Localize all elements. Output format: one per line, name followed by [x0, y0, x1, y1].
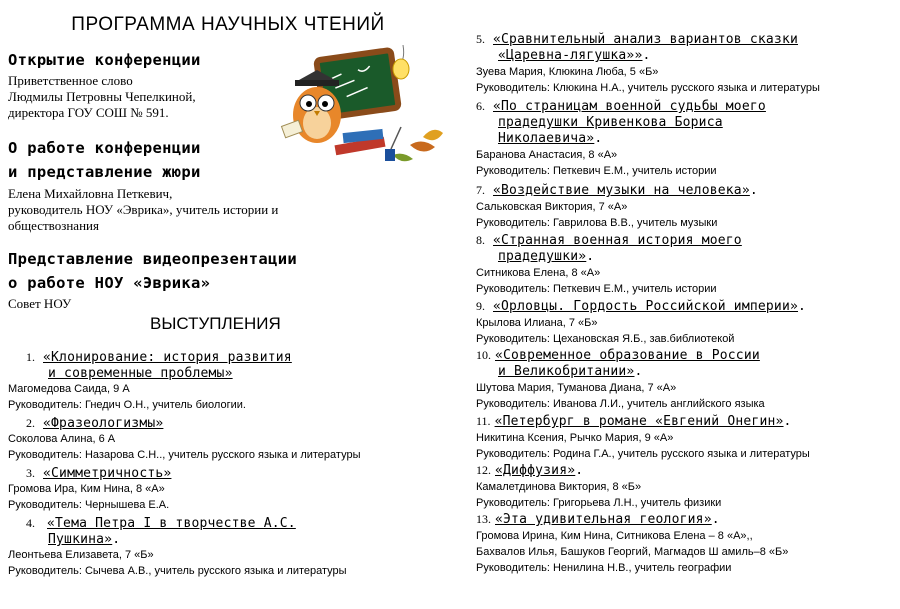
item-authors: Леонтьева Елизавета, 7 «Б»	[8, 549, 154, 561]
video-heading	[8, 247, 297, 295]
item-number: 4.	[26, 516, 35, 530]
item-title-line-1: «Странная военная история моего	[493, 233, 742, 248]
jury-heading	[8, 136, 201, 184]
opening-text	[8, 73, 196, 121]
speech-item-6: 6. «По страницам военной судьбы моего прадедушки Кривенкова Бориса Николаевича». Баранова Анастасия, 8 «А» Руководитель: Петкевич Е.М., учитель истории	[476, 97, 896, 179]
item-number: 8.	[476, 233, 485, 247]
jury-heading-line-1: О работе конференции	[8, 139, 201, 157]
item-number: 10.	[476, 348, 491, 362]
item-advisor: Руководитель: Иванова Л.И., учитель английского языка	[476, 398, 765, 410]
item-authors: Громова Ирина, Ким Нина, Ситникова Елена – 8 «А»,,	[476, 530, 753, 542]
opening-heading: Открытие конференции	[8, 51, 201, 69]
speech-item-3	[26, 464, 171, 482]
item-title-line-1: «Клонирование: история развития	[43, 350, 292, 365]
item-title-line-1: «Фразеологизмы»	[43, 416, 164, 431]
item-advisor: Руководитель: Гаврилова В.В., учитель музыки	[476, 217, 718, 229]
page-title: ПРОГРАММА НАУЧНЫХ ЧТЕНИЙ	[71, 14, 385, 35]
speech-item-1-meta	[8, 381, 246, 413]
item-title-line-2: Пушкина»	[48, 532, 113, 547]
jury-line-3: обществознания	[8, 218, 99, 233]
opening-line-2: Людмилы Петровны Чепелкиной,	[8, 89, 196, 104]
item-title-line-2: и современные проблемы»	[48, 366, 233, 381]
item-number: 2.	[26, 416, 35, 430]
item-advisor: Руководитель: Клюкина Н.А., учитель русского языка и литературы	[476, 82, 820, 94]
speech-item-3-meta	[8, 481, 169, 513]
item-title-line-1: «Эта удивительная геология»	[495, 512, 712, 527]
item-number: 5.	[476, 32, 485, 46]
owl-teacher-clipart	[275, 45, 445, 170]
speech-item-4-meta	[8, 547, 347, 579]
item-title-line-1: «По страницам военной судьбы моего	[493, 99, 766, 114]
speech-item-1	[26, 348, 446, 382]
speech-item-8: 8. «Странная военная история моего прадедушки». Ситникова Елена, 8 «А» Руководитель: Петкевич Е.М., учитель истории	[476, 231, 896, 297]
item-advisor: Руководитель: Григорьева Л.Н., учитель физики	[476, 497, 722, 509]
item-advisor: Руководитель: Гнедич О.Н., учитель биологии.	[8, 399, 246, 411]
jury-heading-line-2: и представление жюри	[8, 163, 201, 181]
item-authors: Ситникова Елена, 8 «А»	[476, 267, 601, 279]
item-number: 6.	[476, 99, 485, 113]
video-text	[8, 296, 71, 312]
item-authors: Соколова Алина, 6 А	[8, 433, 116, 445]
item-advisor: Руководитель: Петкевич Е.М., учитель истории	[476, 283, 717, 295]
item-advisor: Руководитель: Цехановская Я.Б., зав.библиотекой	[476, 333, 735, 345]
item-title-line-1: «Диффузия»	[495, 463, 576, 478]
item-authors: Камалетдинова Виктория, 8 «Б»	[476, 481, 642, 493]
item-authors: Зуева Мария, Клюкина Люба, 5 «Б»	[476, 66, 659, 78]
speech-item-2-meta	[8, 431, 360, 463]
item-number: 11.	[476, 414, 491, 428]
item-title-line-2: прадедушки Кривенкова Бориса	[498, 115, 723, 130]
item-number: 3.	[26, 466, 35, 480]
item-advisor: Руководитель: Чернышева Е.А.	[8, 499, 170, 511]
item-number: 13.	[476, 512, 491, 526]
video-line-1: Совет НОУ	[8, 296, 72, 311]
speech-item-10: 10. «Современное образование в России и Великобритании». Шутова Мария, Туманова Диана, 7 «А» Руководитель: Иванова Л.И., учитель английского языка	[476, 346, 896, 412]
owl-teacher-icon	[275, 45, 445, 170]
item-number: 12.	[476, 463, 491, 477]
speech-item-5: 5. «Сравнительный анализ вариантов сказки «Царевна-лягушка»». Зуева Мария, Клюкина Люба, 5 «Б» Руководитель: Клюкина Н.А., учитель русского языка и литературы	[476, 30, 896, 96]
item-advisor: Руководитель: Сычева А.В., учитель русского языка и литературы	[8, 565, 347, 577]
item-authors: Магомедова Саида, 9 А	[8, 383, 130, 395]
item-title-line-1: «Петербург в романе «Евгений Онегин»	[494, 414, 784, 429]
item-title-line-2: прадедушки»	[498, 249, 587, 264]
video-heading-line-1: Представление видеопрезентации	[8, 250, 297, 268]
item-authors: Шутова Мария, Туманова Диана, 7 «А»	[476, 382, 677, 394]
item-title-line-1: «Симметричность»	[43, 466, 172, 481]
opening-line-3: директора ГОУ СОШ № 591.	[8, 105, 169, 120]
item-title-line-1: «Воздействие музыки на человека»	[493, 183, 750, 198]
item-authors: Сальковская Виктория, 7 «А»	[476, 201, 628, 213]
item-number: 9.	[476, 299, 485, 313]
item-advisor: Руководитель: Назарова С.Н.., учитель русского языка и литературы	[8, 449, 361, 461]
speech-item-13: 13. «Эта удивительная геология». Громова Ирина, Ким Нина, Ситникова Елена – 8 «А»,, Бахвалов Илья, Башуков Георгий, Магмадов Ш амиль–8 «Б» Руководитель: Ненилина Н.В., учитель географии	[476, 510, 896, 576]
item-title-line-1: «Тема Петра I в творчестве А.С.	[47, 516, 296, 531]
item-advisor: Руководитель: Ненилина Н.В., учитель географии	[476, 562, 732, 574]
item-number: 1.	[26, 350, 35, 364]
item-authors: Крылова Илиана, 7 «Б»	[476, 317, 598, 329]
item-title-line-1: «Сравнительный анализ вариантов сказки	[493, 32, 799, 47]
speech-item-12: 12. «Диффузия». Камалетдинова Виктория, 8 «Б» Руководитель: Григорьева Л.Н., учитель физики	[476, 461, 896, 511]
item-title-line-1: «Орловцы. Гордость Российской империи»	[493, 299, 799, 314]
item-authors: Громова Ира, Ким Нина, 8 «А»	[8, 483, 165, 495]
item-authors: Никитина Ксения, Рычко Мария, 9 «А»	[476, 432, 674, 444]
speech-item-4: 4. «Тема Петра I в творчестве А.С. Пушкина».	[26, 516, 296, 547]
item-authors: Баранова Анастасия, 8 «А»	[476, 149, 618, 161]
speech-item-7: 7. «Воздействие музыки на человека». Сальковская Виктория, 7 «А» Руководитель: Гаврилова В.В., учитель музыки	[476, 181, 896, 231]
speeches-title: ВЫСТУПЛЕНИЯ	[150, 314, 281, 333]
item-title-line-2: и Великобритании»	[498, 364, 635, 379]
item-advisor: Руководитель: Петкевич Е.М., учитель истории	[476, 165, 717, 177]
opening-line-1: Приветственное слово	[8, 73, 133, 88]
jury-text	[8, 186, 278, 234]
video-heading-line-2: о работе НОУ «Эврика»	[8, 274, 211, 292]
item-title-line-1: «Современное образование в России	[495, 348, 760, 363]
item-title-line-3: Николаевича»	[498, 131, 595, 146]
item-title-line-2: «Царевна-лягушка»»	[498, 48, 643, 63]
jury-line-1: Елена Михайловна Петкевич,	[8, 186, 173, 201]
item-advisor: Руководитель: Родина Г.А., учитель русского языка и литературы	[476, 448, 810, 460]
speech-item-2	[26, 414, 163, 432]
jury-line-2: руководитель НОУ «Эврика», учитель истории и	[8, 202, 279, 217]
item-number: 7.	[476, 183, 485, 197]
item-authors-2: Бахвалов Илья, Башуков Георгий, Магмадов Ш амиль–8 «Б»	[476, 546, 789, 558]
speech-item-11: 11. «Петербург в романе «Евгений Онегин». Никитина Ксения, Рычко Мария, 9 «А» Руководитель: Родина Г.А., учитель русского языка и литературы	[476, 412, 896, 462]
speech-item-9: 9. «Орловцы. Гордость Российской империи». Крылова Илиана, 7 «Б» Руководитель: Цехановская Я.Б., зав.библиотекой	[476, 297, 896, 347]
